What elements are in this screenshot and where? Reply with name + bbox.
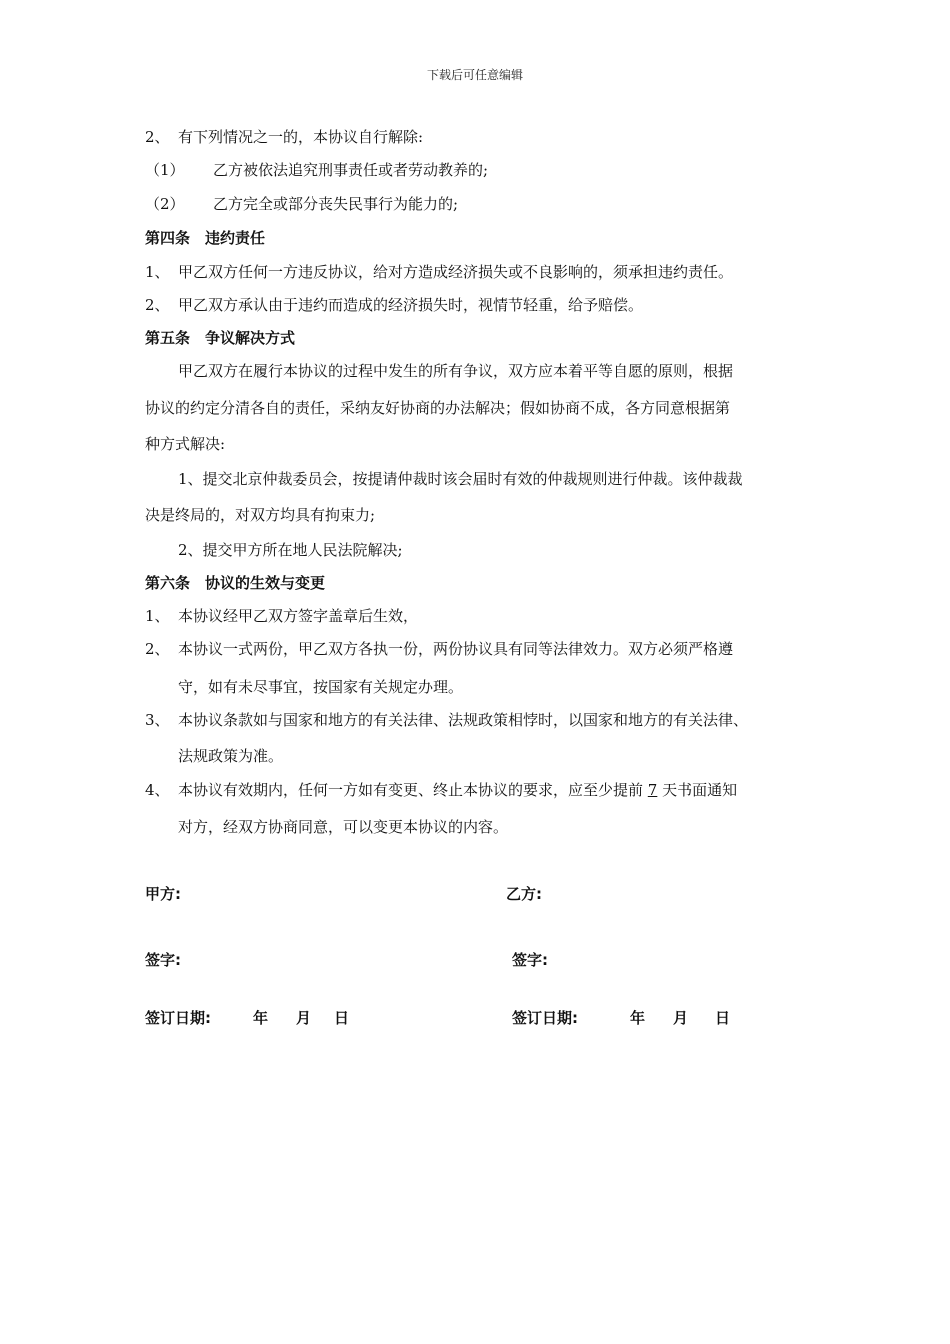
clause-text: 甲乙双方承认由于违约而造成的经济损失时，视情节轻重，给予赔偿。 (178, 296, 644, 314)
month-label: 月 (673, 1009, 689, 1027)
clause-number: 2、 (145, 640, 170, 658)
clause-item-3 (145, 710, 748, 730)
clause-item-2 (145, 127, 423, 147)
clause-number: 1、 (145, 263, 170, 281)
clause-text: 本协议经甲乙双方签字盖章后生效， (178, 607, 419, 625)
option-1-line: 1、提交北京仲裁委员会，按提请仲裁时该会届时有效的仲裁规则进行仲裁。该仲裁裁 (178, 470, 743, 488)
page-header: 下载后可任意编辑 (426, 68, 523, 82)
sub-item-text: 乙方完全或部分丧失民事行为能力的; (213, 195, 459, 213)
clause-item-2 (145, 639, 733, 659)
clause-text: 天书面通知 (657, 781, 738, 799)
clause-continuation: 守，如有未尽事宜，按国家有关规定办理。 (178, 678, 464, 696)
clause-item-4 (145, 780, 737, 800)
option-1-line: 决是终局的，对双方均具有拘束力; (145, 506, 376, 524)
clause-item-1 (145, 606, 418, 626)
year-label: 年 (630, 1009, 646, 1027)
paragraph-line: 协议的约定分清各自的责任，采纳友好协商的办法解决；假如协商不成，各方同意根据第 (145, 399, 731, 417)
clause-text: 有下列情况之一的，本协议自行解除: (178, 128, 424, 146)
month-label: 月 (296, 1009, 312, 1027)
clause-number: 1、 (145, 607, 170, 625)
sub-item-number: （1） (145, 161, 185, 179)
sub-item-1 (145, 160, 488, 180)
clause-number: 3、 (145, 711, 170, 729)
date-b (512, 1008, 730, 1028)
clause-continuation: 法规政策为准。 (178, 747, 284, 765)
clause-continuation: 对方，经双方协商同意，可以变更本协议的内容。 (178, 818, 509, 836)
clause-text: 本协议一式两份，甲乙双方各执一份，两份协议具有同等法律效力。双方必须严格遵 (178, 640, 734, 658)
day-label: 日 (334, 1009, 350, 1027)
paragraph-line: 甲乙双方在履行本协议的过程中发生的所有争议，双方应本着平等自愿的原则，根据 (178, 362, 734, 380)
clause-number: 4、 (145, 781, 170, 799)
section-4-title: 第四条 违约责任 (145, 229, 266, 247)
year-label: 年 (253, 1009, 269, 1027)
signature-a-label: 签字: (145, 951, 181, 969)
notice-days: 7 (647, 781, 658, 799)
section-5-title: 第五条 争议解决方式 (145, 329, 296, 347)
clause-number: 2、 (145, 296, 170, 314)
day-label: 日 (715, 1009, 731, 1027)
date-label: 签订日期: (512, 1009, 578, 1027)
option-2-line: 2、提交甲方所在地人民法院解决; (178, 541, 403, 559)
paragraph-line: 种方式解决: (145, 435, 226, 453)
sub-item-2 (145, 194, 458, 214)
clause-text: 本协议条款如与国家和地方的有关法律、法规政策相悖时，以国家和地方的有关法律、 (178, 711, 749, 729)
clause-number: 2、 (145, 128, 170, 146)
sub-item-number: （2） (145, 195, 185, 213)
clause-item-2 (145, 295, 643, 315)
clause-item-1 (145, 262, 733, 282)
date-a (145, 1008, 349, 1028)
sub-item-text: 乙方被依法追究刑事责任或者劳动教养的; (213, 161, 489, 179)
signature-b-label: 签字: (512, 951, 548, 969)
party-a-label: 甲方: (145, 885, 181, 903)
party-b-label: 乙方: (506, 885, 542, 903)
clause-text: 甲乙双方任何一方违反协议，给对方造成经济损失或不良影响的，须承担违约责任。 (178, 263, 734, 281)
section-6-title: 第六条 协议的生效与变更 (145, 574, 326, 592)
date-label: 签订日期: (145, 1009, 211, 1027)
clause-text: 本协议有效期内，任何一方如有变更、终止本协议的要求，应至少提前 (178, 781, 648, 799)
